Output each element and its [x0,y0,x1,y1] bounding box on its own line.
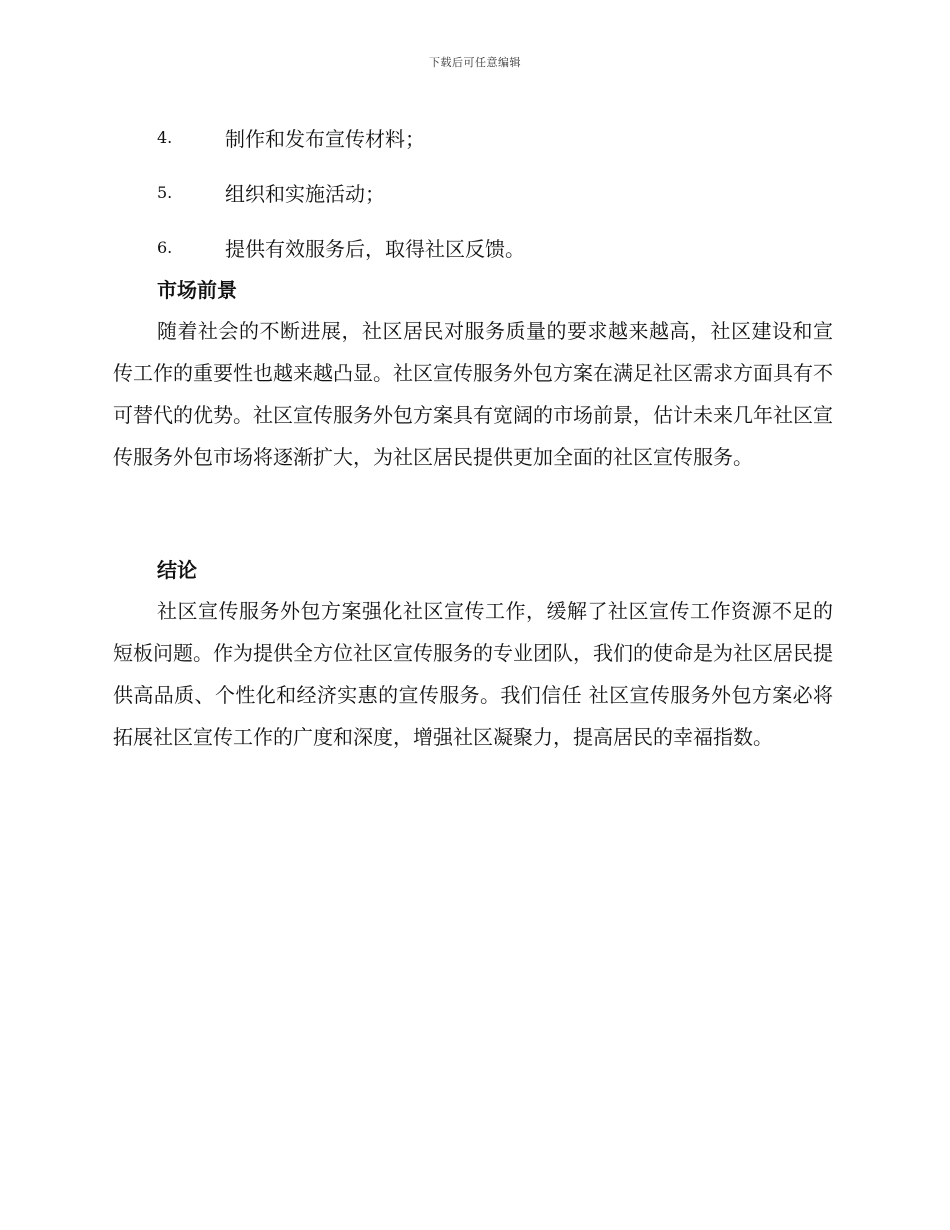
conclusion-section [113,550,833,758]
list-item-text: 组织和实施活动； [225,182,385,206]
numbered-list [157,110,837,275]
list-item [157,110,837,165]
list-item-number: 6. [157,238,173,257]
conclusion-heading: 结论 [157,558,197,582]
market-outlook-paragraph: 随着社会的不断进展，社区居民对服务质量的要求越来越高，社区建设和宣传工作的重要性也越来越凸显。社区宣传服务外包方案在满足社区需求方面具有不可替代的优势。社区宣传服务外包方案具有宽阔的市场前景，估计未来几年社区宣传服务外包市场将逐渐扩大，为社区居民提供更加全面的社区宣传服务。 [113,319,833,469]
conclusion-paragraph: 社区宣传服务外包方案强化社区宣传工作，缓解了社区宣传工作资源不足的短板问题。作为提供全方位社区宣传服务的专业团队，我们的使命是为社区居民提供高品质、个性化和经济实惠的宣传服务。我们信任 社区宣传服务外包方案必将拓展社区宣传工作的广度和深度，增强社区凝聚力，提高居民的幸福指数。 [113,599,833,749]
list-item [157,165,837,220]
market-outlook-section [113,270,833,478]
market-outlook-heading: 市场前景 [157,278,237,302]
list-item-number: 5. [157,183,173,202]
list-item [157,220,837,275]
list-item-number: 4. [157,128,173,147]
page-header: 下载后可任意编辑 [429,56,521,69]
list-item-text: 制作和发布宣传材料； [225,127,425,151]
list-item-text: 提供有效服务后，取得社区反馈。 [225,237,525,261]
